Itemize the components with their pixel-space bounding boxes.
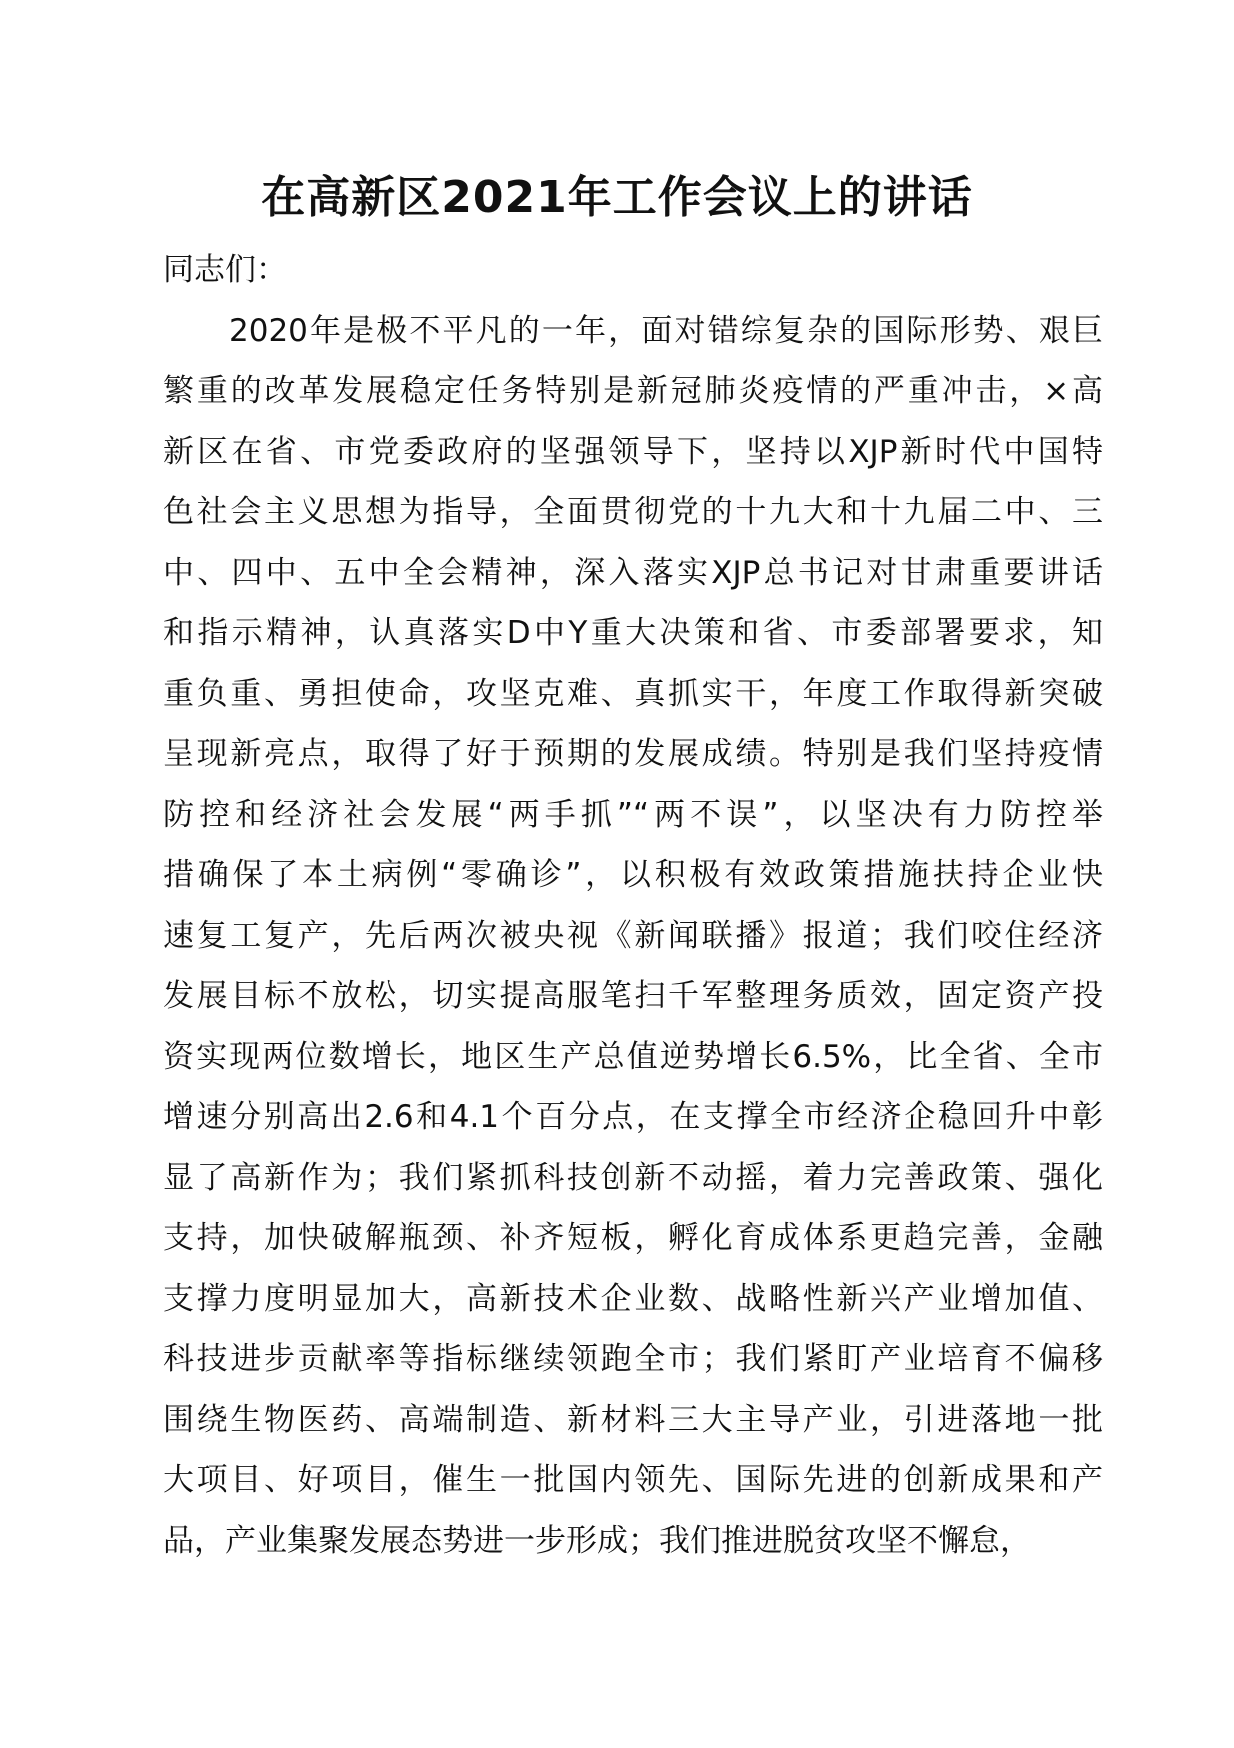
paragraph-line: 科技进步贡献率等指标继续领跑全市；我们紧盯产业培育不偏移 (163, 1341, 1103, 1377)
paragraph-line: 措确保了本土病例“零确诊”，以积极有效政策措施扶持企业快 (163, 857, 1103, 893)
paragraph-line: 色社会主义思想为指导，全面贯彻党的十九大和十九届二中、三 (163, 494, 1103, 530)
paragraph-line: 显了高新作为；我们紧抓科技创新不动摇，着力完善政策、强化 (163, 1159, 1103, 1196)
paragraph-line: 大项目、好项目，催生一批国内领先、国际先进的创新成果和产 (163, 1462, 1103, 1498)
paragraph-line: 品，产业集聚发展态势进一步形成；我们推进脱贫攻坚不懈怠， (163, 1522, 1031, 1559)
paragraph-line: 呈现新亮点，取得了好于预期的发展成绩。特别是我们坚持疫情 (163, 736, 1103, 772)
paragraph-line: 防控和经济社会发展“两手抓”“两不误”，以坚决有力防控举 (163, 796, 1103, 833)
salutation: 同志们： (163, 252, 287, 288)
paragraph-line: 新区在省、市党委政府的坚强领导下，坚持以XJP新时代中国特 (163, 433, 1103, 470)
paragraph-line: 支持，加快破解瓶颈、补齐短板，孵化育成体系更趋完善，金融 (163, 1220, 1103, 1256)
paragraph-line: 速复工复产，先后两次被央视《新闻联播》报道；我们咬住经济 (163, 917, 1103, 954)
document-title: 在高新区2021年工作会议上的讲话 (261, 172, 973, 223)
paragraph-line: 增速分别高出2.6和4.1个百分点，在支撑全市经济企稳回升中彰 (163, 1099, 1103, 1135)
paragraph-line: 支撑力度明显加大，高新技术企业数、战略性新兴产业增加值、 (163, 1280, 1103, 1317)
paragraph-line: 围绕生物医药、高端制造、新材料三大主导产业，引进落地一批 (163, 1401, 1103, 1438)
paragraph-line: 繁重的改革发展稳定任务特别是新冠肺炎疫情的严重冲击，×高 (163, 373, 1103, 409)
paragraph-line: 中、四中、五中全会精神，深入落实XJP总书记对甘肃重要讲话 (163, 554, 1103, 591)
document-body (163, 240, 1103, 1571)
paragraph-line: 重负重、勇担使命，攻坚克难、真抓实干，年度工作取得新突破 (163, 675, 1103, 712)
paragraph-line: 资实现两位数增长，地区生产总值逆势增长6.5%，比全省、全市 (163, 1038, 1103, 1075)
paragraph-line: 和指示精神，认真落实D中Y重大决策和省、市委部署要求，知 (163, 615, 1103, 651)
paragraph-line: 发展目标不放松，切实提高服笔扫千军整理务质效，固定资产投 (163, 978, 1103, 1014)
paragraph-line: 2020年是极不平凡的一年，面对错综复杂的国际形势、艰巨 (229, 312, 1103, 349)
